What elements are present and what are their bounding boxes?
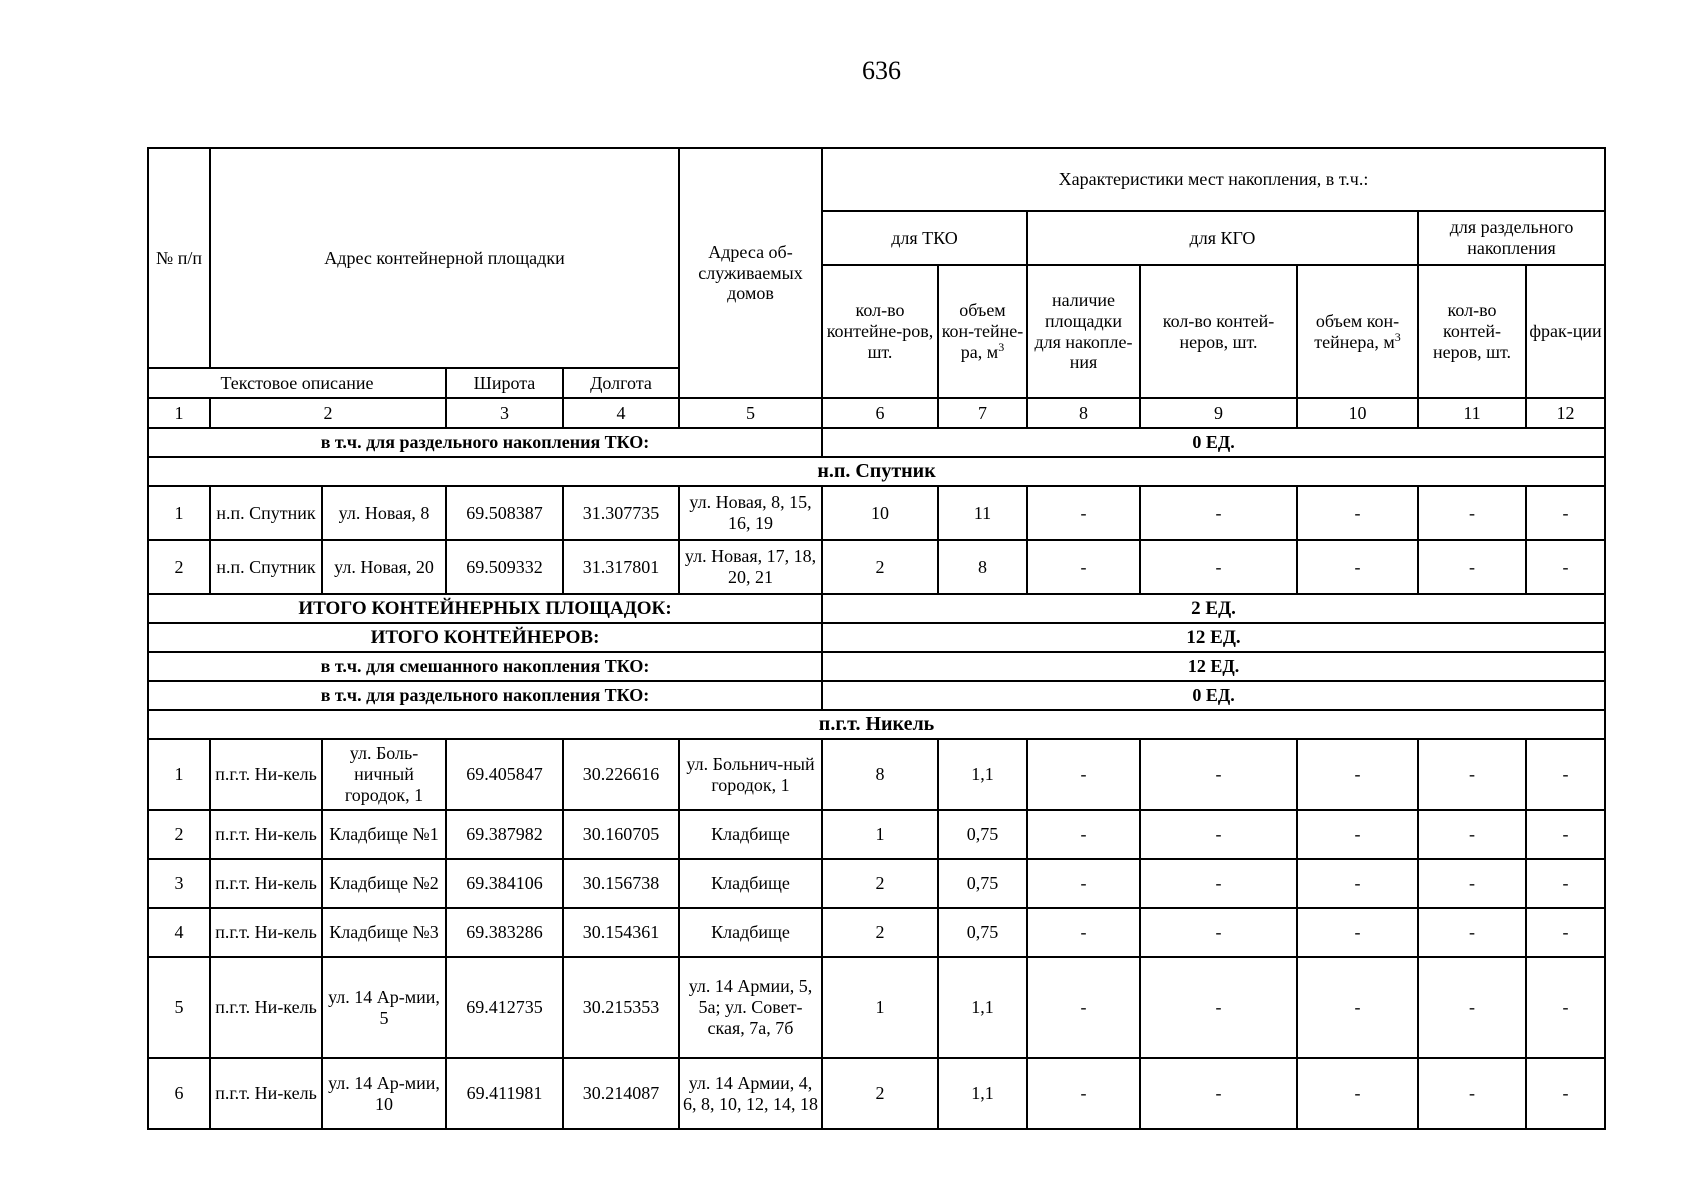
summary-row <box>148 652 1605 681</box>
sep-fractions-cell: - <box>1526 810 1605 859</box>
locality-row <box>148 457 1605 486</box>
settlement-cell: н.п. Спутник <box>210 486 322 540</box>
header-latitude: Широта <box>446 368 563 398</box>
summary-row <box>148 428 1605 457</box>
header-kgo-volume: объем кон-тейнера, $м^3$ <box>1297 265 1418 398</box>
kgo-site-cell: - <box>1027 1058 1140 1129</box>
longitude-cell: 30.226616 <box>563 739 679 810</box>
longitude-cell: 31.317801 <box>563 540 679 594</box>
tko-volume-cell: 11 <box>938 486 1027 540</box>
summary-row <box>148 681 1605 710</box>
kgo-count-cell: - <box>1140 957 1297 1058</box>
street-cell: ул. 14 Ар-мии, 10 <box>322 1058 446 1129</box>
settlement-cell: п.г.т. Ни-кель <box>210 1058 322 1129</box>
header-text-description: Текстовое описание <box>148 368 446 398</box>
sep-fractions-cell: - <box>1526 540 1605 594</box>
column-number: 2 <box>210 398 446 428</box>
column-number: 7 <box>938 398 1027 428</box>
served-homes-cell: Кладбище <box>679 908 822 957</box>
summary-row <box>148 594 1605 623</box>
header-num: № п/п <box>148 148 210 368</box>
table-row <box>148 908 1605 957</box>
header-kgo-count: кол-во контей-неров, шт. <box>1140 265 1297 398</box>
served-homes-cell: ул. Новая, 8, 15, 16, 19 <box>679 486 822 540</box>
kgo-volume-cell: - <box>1297 859 1418 908</box>
sep-count-cell: - <box>1418 810 1526 859</box>
sep-count-cell: - <box>1418 486 1526 540</box>
summary-value: 12 ЕД. <box>822 652 1605 681</box>
settlement-cell: п.г.т. Ни-кель <box>210 859 322 908</box>
table-row <box>148 1058 1605 1129</box>
settlement-cell: н.п. Спутник <box>210 540 322 594</box>
tko-count-cell: 2 <box>822 908 938 957</box>
sep-count-cell: - <box>1418 859 1526 908</box>
registry-table <box>147 147 1606 1130</box>
kgo-site-cell: - <box>1027 739 1140 810</box>
column-number: 3 <box>446 398 563 428</box>
latitude-cell: 69.384106 <box>446 859 563 908</box>
settlement-cell: п.г.т. Ни-кель <box>210 739 322 810</box>
locality-row <box>148 710 1605 739</box>
street-cell: Кладбище №2 <box>322 859 446 908</box>
tko-count-cell: 1 <box>822 957 938 1058</box>
tko-count-cell: 8 <box>822 739 938 810</box>
summary-row <box>148 623 1605 652</box>
served-homes-cell: Кладбище <box>679 859 822 908</box>
kgo-site-cell: - <box>1027 810 1140 859</box>
sep-count-cell: - <box>1418 908 1526 957</box>
table-row <box>148 859 1605 908</box>
kgo-volume-cell: - <box>1297 540 1418 594</box>
kgo-count-cell: - <box>1140 810 1297 859</box>
sep-count-cell: - <box>1418 739 1526 810</box>
street-cell: ул. Новая, 8 <box>322 486 446 540</box>
tko-count-cell: 10 <box>822 486 938 540</box>
column-number: 4 <box>563 398 679 428</box>
served-homes-cell: Кладбище <box>679 810 822 859</box>
kgo-count-cell: - <box>1140 859 1297 908</box>
summary-value: 0 ЕД. <box>822 681 1605 710</box>
street-cell: ул. 14 Ар-мии, 5 <box>322 957 446 1058</box>
kgo-count-cell: - <box>1140 486 1297 540</box>
row-number: 2 <box>148 810 210 859</box>
served-homes-cell: ул. Новая, 17, 18, 20, 21 <box>679 540 822 594</box>
column-number: 8 <box>1027 398 1140 428</box>
kgo-count-cell: - <box>1140 1058 1297 1129</box>
table-row <box>148 540 1605 594</box>
column-number: 9 <box>1140 398 1297 428</box>
latitude-cell: 69.509332 <box>446 540 563 594</box>
tko-count-cell: 2 <box>822 859 938 908</box>
kgo-count-cell: - <box>1140 739 1297 810</box>
header-sep-count: кол-во контей-неров, шт. <box>1418 265 1526 398</box>
summary-value: 2 ЕД. <box>822 594 1605 623</box>
tko-volume-cell: 1,1 <box>938 739 1027 810</box>
settlement-cell: п.г.т. Ни-кель <box>210 908 322 957</box>
sep-fractions-cell: - <box>1526 957 1605 1058</box>
sep-fractions-cell: - <box>1526 486 1605 540</box>
tko-volume-cell: 0,75 <box>938 908 1027 957</box>
table-row <box>148 957 1605 1058</box>
header-address: Адрес контейнерной площадки <box>210 148 679 368</box>
summary-label: ИТОГО КОНТЕЙНЕРОВ: <box>148 623 822 652</box>
street-cell: Кладбище №3 <box>322 908 446 957</box>
header-kgo-site: наличие площадки для накопле-ния <box>1027 265 1140 398</box>
kgo-volume-cell: - <box>1297 957 1418 1058</box>
row-number: 4 <box>148 908 210 957</box>
summary-label: в т.ч. для раздельного накопления ТКО: <box>148 428 822 457</box>
column-number: 6 <box>822 398 938 428</box>
latitude-cell: 69.411981 <box>446 1058 563 1129</box>
tko-count-cell: 2 <box>822 540 938 594</box>
kgo-volume-cell: - <box>1297 486 1418 540</box>
tko-volume-cell: 0,75 <box>938 859 1027 908</box>
served-homes-cell: ул. 14 Армии, 4, 6, 8, 10, 12, 14, 18 <box>679 1058 822 1129</box>
column-numbers-row <box>148 398 1605 428</box>
sep-count-cell: - <box>1418 1058 1526 1129</box>
summary-label: в т.ч. для смешанного накопления ТКО: <box>148 652 822 681</box>
summary-label: в т.ч. для раздельного накопления ТКО: <box>148 681 822 710</box>
row-number: 6 <box>148 1058 210 1129</box>
latitude-cell: 69.508387 <box>446 486 563 540</box>
summary-label: ИТОГО КОНТЕЙНЕРНЫХ ПЛОЩАДОК: <box>148 594 822 623</box>
row-number: 1 <box>148 739 210 810</box>
settlement-cell: п.г.т. Ни-кель <box>210 810 322 859</box>
summary-value: 0 ЕД. <box>822 428 1605 457</box>
column-number: 1 <box>148 398 210 428</box>
longitude-cell: 30.215353 <box>563 957 679 1058</box>
locality-name: н.п. Спутник <box>148 457 1605 486</box>
sep-fractions-cell: - <box>1526 859 1605 908</box>
table-row <box>148 810 1605 859</box>
table-body <box>148 148 1605 1129</box>
header-tko-volume: объем кон-тейне-ра, $м^3$ <box>938 265 1027 398</box>
tko-volume-cell: 1,1 <box>938 957 1027 1058</box>
kgo-site-cell: - <box>1027 486 1140 540</box>
column-number: 12 <box>1526 398 1605 428</box>
summary-value: 12 ЕД. <box>822 623 1605 652</box>
kgo-site-cell: - <box>1027 540 1140 594</box>
header-served-homes: Адреса об-служиваемых домов <box>679 148 822 398</box>
sep-fractions-cell: - <box>1526 1058 1605 1129</box>
row-number: 3 <box>148 859 210 908</box>
kgo-volume-cell: - <box>1297 739 1418 810</box>
tko-volume-cell: 8 <box>938 540 1027 594</box>
street-cell: ул. Боль-ничный городок, 1 <box>322 739 446 810</box>
kgo-count-cell: - <box>1140 908 1297 957</box>
header-sep-fractions: фрак-ции <box>1526 265 1605 398</box>
kgo-count-cell: - <box>1140 540 1297 594</box>
latitude-cell: 69.412735 <box>446 957 563 1058</box>
longitude-cell: 30.214087 <box>563 1058 679 1129</box>
longitude-cell: 30.160705 <box>563 810 679 859</box>
table-row <box>148 486 1605 540</box>
street-cell: ул. Новая, 20 <box>322 540 446 594</box>
table-row <box>148 739 1605 810</box>
longitude-cell: 30.156738 <box>563 859 679 908</box>
tko-volume-cell: 0,75 <box>938 810 1027 859</box>
sep-fractions-cell: - <box>1526 739 1605 810</box>
tko-volume-cell: 1,1 <box>938 1058 1027 1129</box>
tko-count-cell: 1 <box>822 810 938 859</box>
latitude-cell: 69.383286 <box>446 908 563 957</box>
header-separate: для раздельного накопления <box>1418 211 1605 265</box>
column-number: 5 <box>679 398 822 428</box>
header-characteristics: Характеристики мест накопления, в т.ч.: <box>822 148 1605 211</box>
row-number: 1 <box>148 486 210 540</box>
latitude-cell: 69.405847 <box>446 739 563 810</box>
kgo-volume-cell: - <box>1297 810 1418 859</box>
served-homes-cell: ул. 14 Армии, 5, 5а; ул. Совет-ская, 7а, 7б <box>679 957 822 1058</box>
sep-fractions-cell: - <box>1526 908 1605 957</box>
kgo-volume-cell: - <box>1297 1058 1418 1129</box>
kgo-site-cell: - <box>1027 908 1140 957</box>
locality-name: п.г.т. Никель <box>148 710 1605 739</box>
column-number: 11 <box>1418 398 1526 428</box>
street-cell: Кладбище №1 <box>322 810 446 859</box>
longitude-cell: 31.307735 <box>563 486 679 540</box>
settlement-cell: п.г.т. Ни-кель <box>210 957 322 1058</box>
longitude-cell: 30.154361 <box>563 908 679 957</box>
row-number: 5 <box>148 957 210 1058</box>
sep-count-cell: - <box>1418 957 1526 1058</box>
tko-count-cell: 2 <box>822 1058 938 1129</box>
served-homes-cell: ул. Больнич-ный городок, 1 <box>679 739 822 810</box>
header-kgo: для КГО <box>1027 211 1418 265</box>
header-tko: для ТКО <box>822 211 1027 265</box>
page-number: 636 <box>862 56 901 85</box>
kgo-site-cell: - <box>1027 957 1140 1058</box>
sep-count-cell: - <box>1418 540 1526 594</box>
column-number: 10 <box>1297 398 1418 428</box>
header-longitude: Долгота <box>563 368 679 398</box>
latitude-cell: 69.387982 <box>446 810 563 859</box>
kgo-volume-cell: - <box>1297 908 1418 957</box>
header-tko-count: кол-во контейне-ров, шт. <box>822 265 938 398</box>
kgo-site-cell: - <box>1027 859 1140 908</box>
row-number: 2 <box>148 540 210 594</box>
